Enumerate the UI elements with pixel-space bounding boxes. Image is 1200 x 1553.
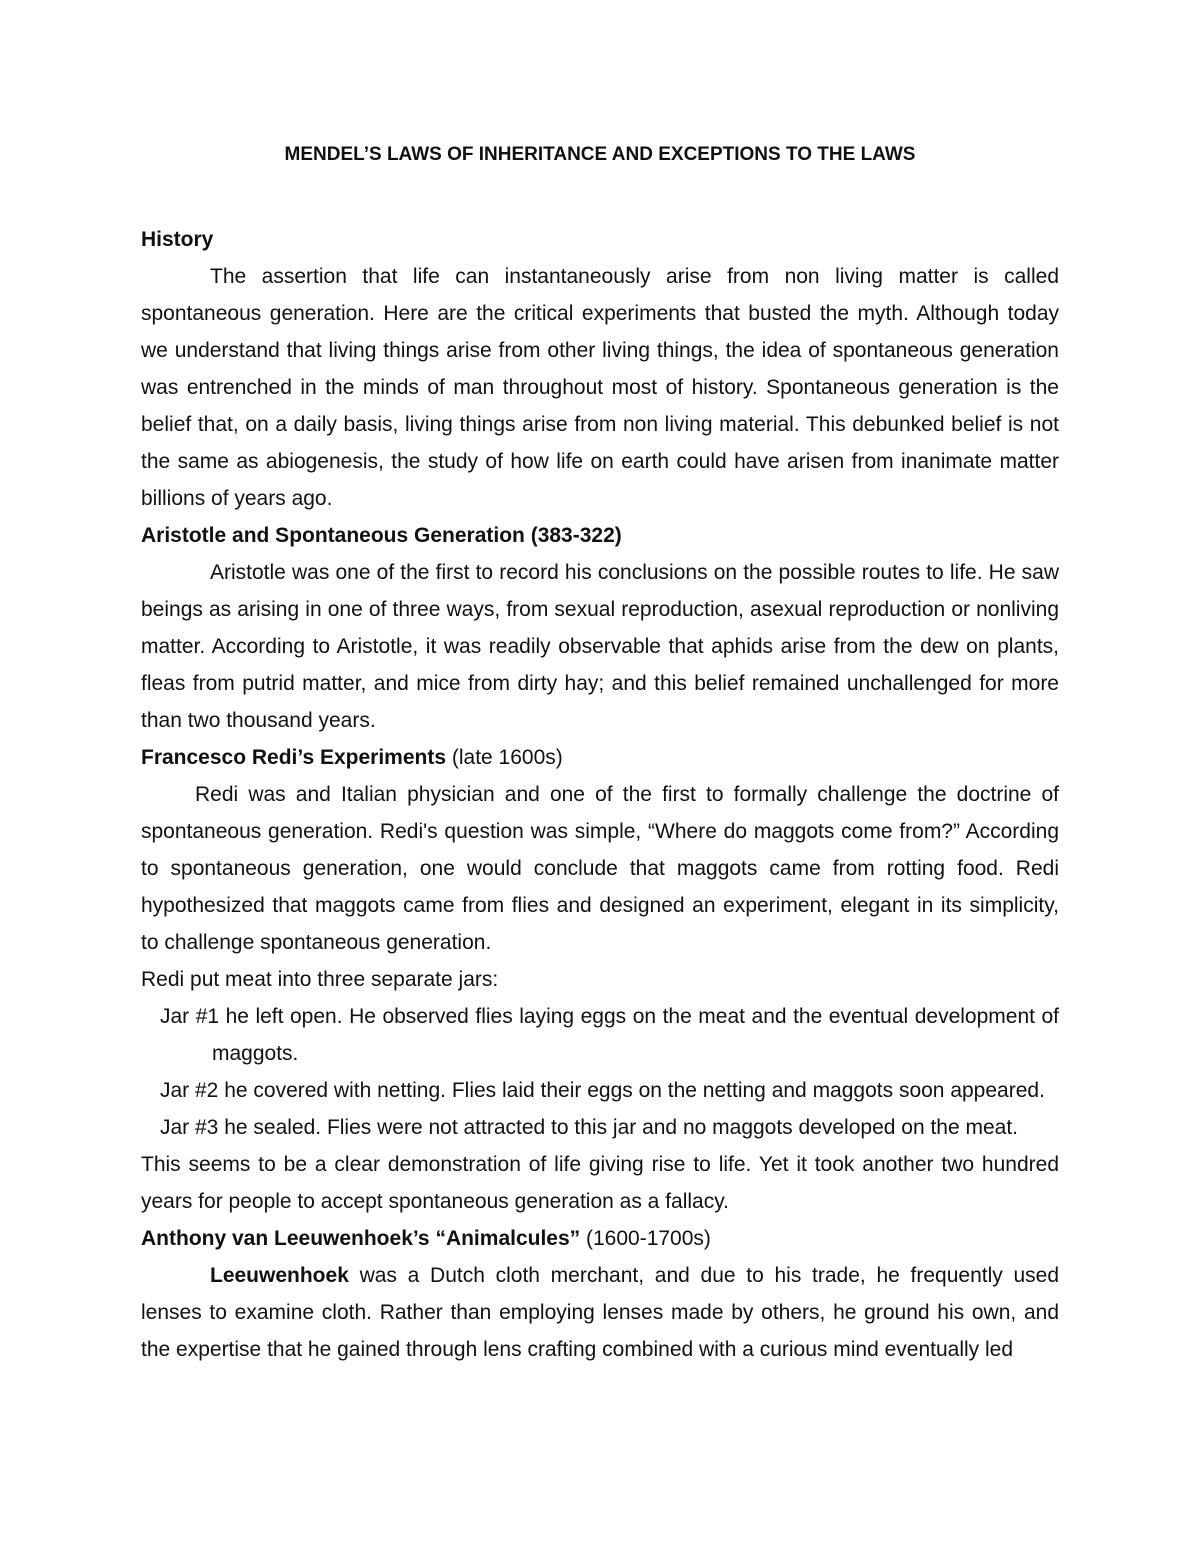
jar-item-3: Jar #3 he sealed. Flies were not attracted to this jar and no maggots developed on the meat. <box>160 1116 1019 1139</box>
redi-paragraph: Redi was and Italian physician and one of the first to formally challenge the doctrine of spontaneous generation. Redi's question was simple, “Where do maggots come from?” According to spontaneous generation, one would conclude that maggots came from rotting food. Redi hypothesized that maggots came from flies and designed an experiment, elegant in its simplicity, to challenge spontaneous generation. <box>141 783 1059 954</box>
document-title: MENDEL’S LAWS OF INHERITANCE AND EXCEPTIONS TO THE LAWS <box>284 144 916 165</box>
history-heading: History <box>141 228 214 251</box>
leeuwenhoek-text: was a Dutch cloth merchant, and due to his trade, he frequently used lenses to examine cloth. Rather than employing lenses made by others, he ground his own, and the expertise that he gained through lens crafting combined with a curious mind eventually led <box>141 1264 1059 1361</box>
redi-intro: Redi put meat into three separate jars: <box>141 968 499 991</box>
leeuwenhoek-heading <box>141 1220 1059 1257</box>
aristotle-paragraph: Aristotle was one of the first to record his conclusions on the possible routes to life. He saw beings as arising in one of three ways, from sexual reproduction, asexual reproduction or nonliving matter. According to Aristotle, it was readily observable that aphids arise from the dew on plants, fleas from putrid matter, and mice from dirty hay; and this belief remained unchallenged for more than two thousand years. <box>141 561 1059 732</box>
leeuwenhoek-name: Leeuwenhoek <box>210 1264 349 1287</box>
jar-item-2: Jar #2 he covered with netting. Flies laid their eggs on the netting and maggots soon appeared. <box>160 1079 1045 1102</box>
jar-item-1: Jar #1 he left open. He observed flies laying eggs on the meat and the eventual development of maggots. <box>160 1005 1059 1065</box>
redi-heading <box>141 739 1059 776</box>
redi-heading-date: (late 1600s) <box>446 746 563 769</box>
leeuwenhoek-heading-title: Anthony van Leeuwenhoek’s “Animalcules” <box>141 1227 581 1250</box>
redi-heading-title: Francesco Redi’s Experiments <box>141 746 447 769</box>
redi-conclusion: This seems to be a clear demonstration of life giving rise to life. Yet it took another two hundred years for people to accept spontaneous generation as a fallacy. <box>141 1153 1059 1213</box>
leeuwenhoek-heading-date: (1600-1700s) <box>580 1227 711 1250</box>
leeuwenhoek-paragraph <box>141 1257 1059 1368</box>
history-paragraph: The assertion that life can instantaneously arise from non living matter is called spontaneous generation. Here are the critical experiments that busted the myth. Although today we understand that living things arise from other living things, the idea of spontaneous generation was entrenched in the minds of man throughout most of history. Spontaneous generation is the belief that, on a daily basis, living things arise from non living material. This debunked belief is not the same as abiogenesis, the study of how life on earth could have arisen from inanimate matter billions of years ago. <box>141 265 1059 510</box>
document-page <box>141 135 1059 1368</box>
aristotle-heading: Aristotle and Spontaneous Generation (383-322) <box>141 524 622 547</box>
